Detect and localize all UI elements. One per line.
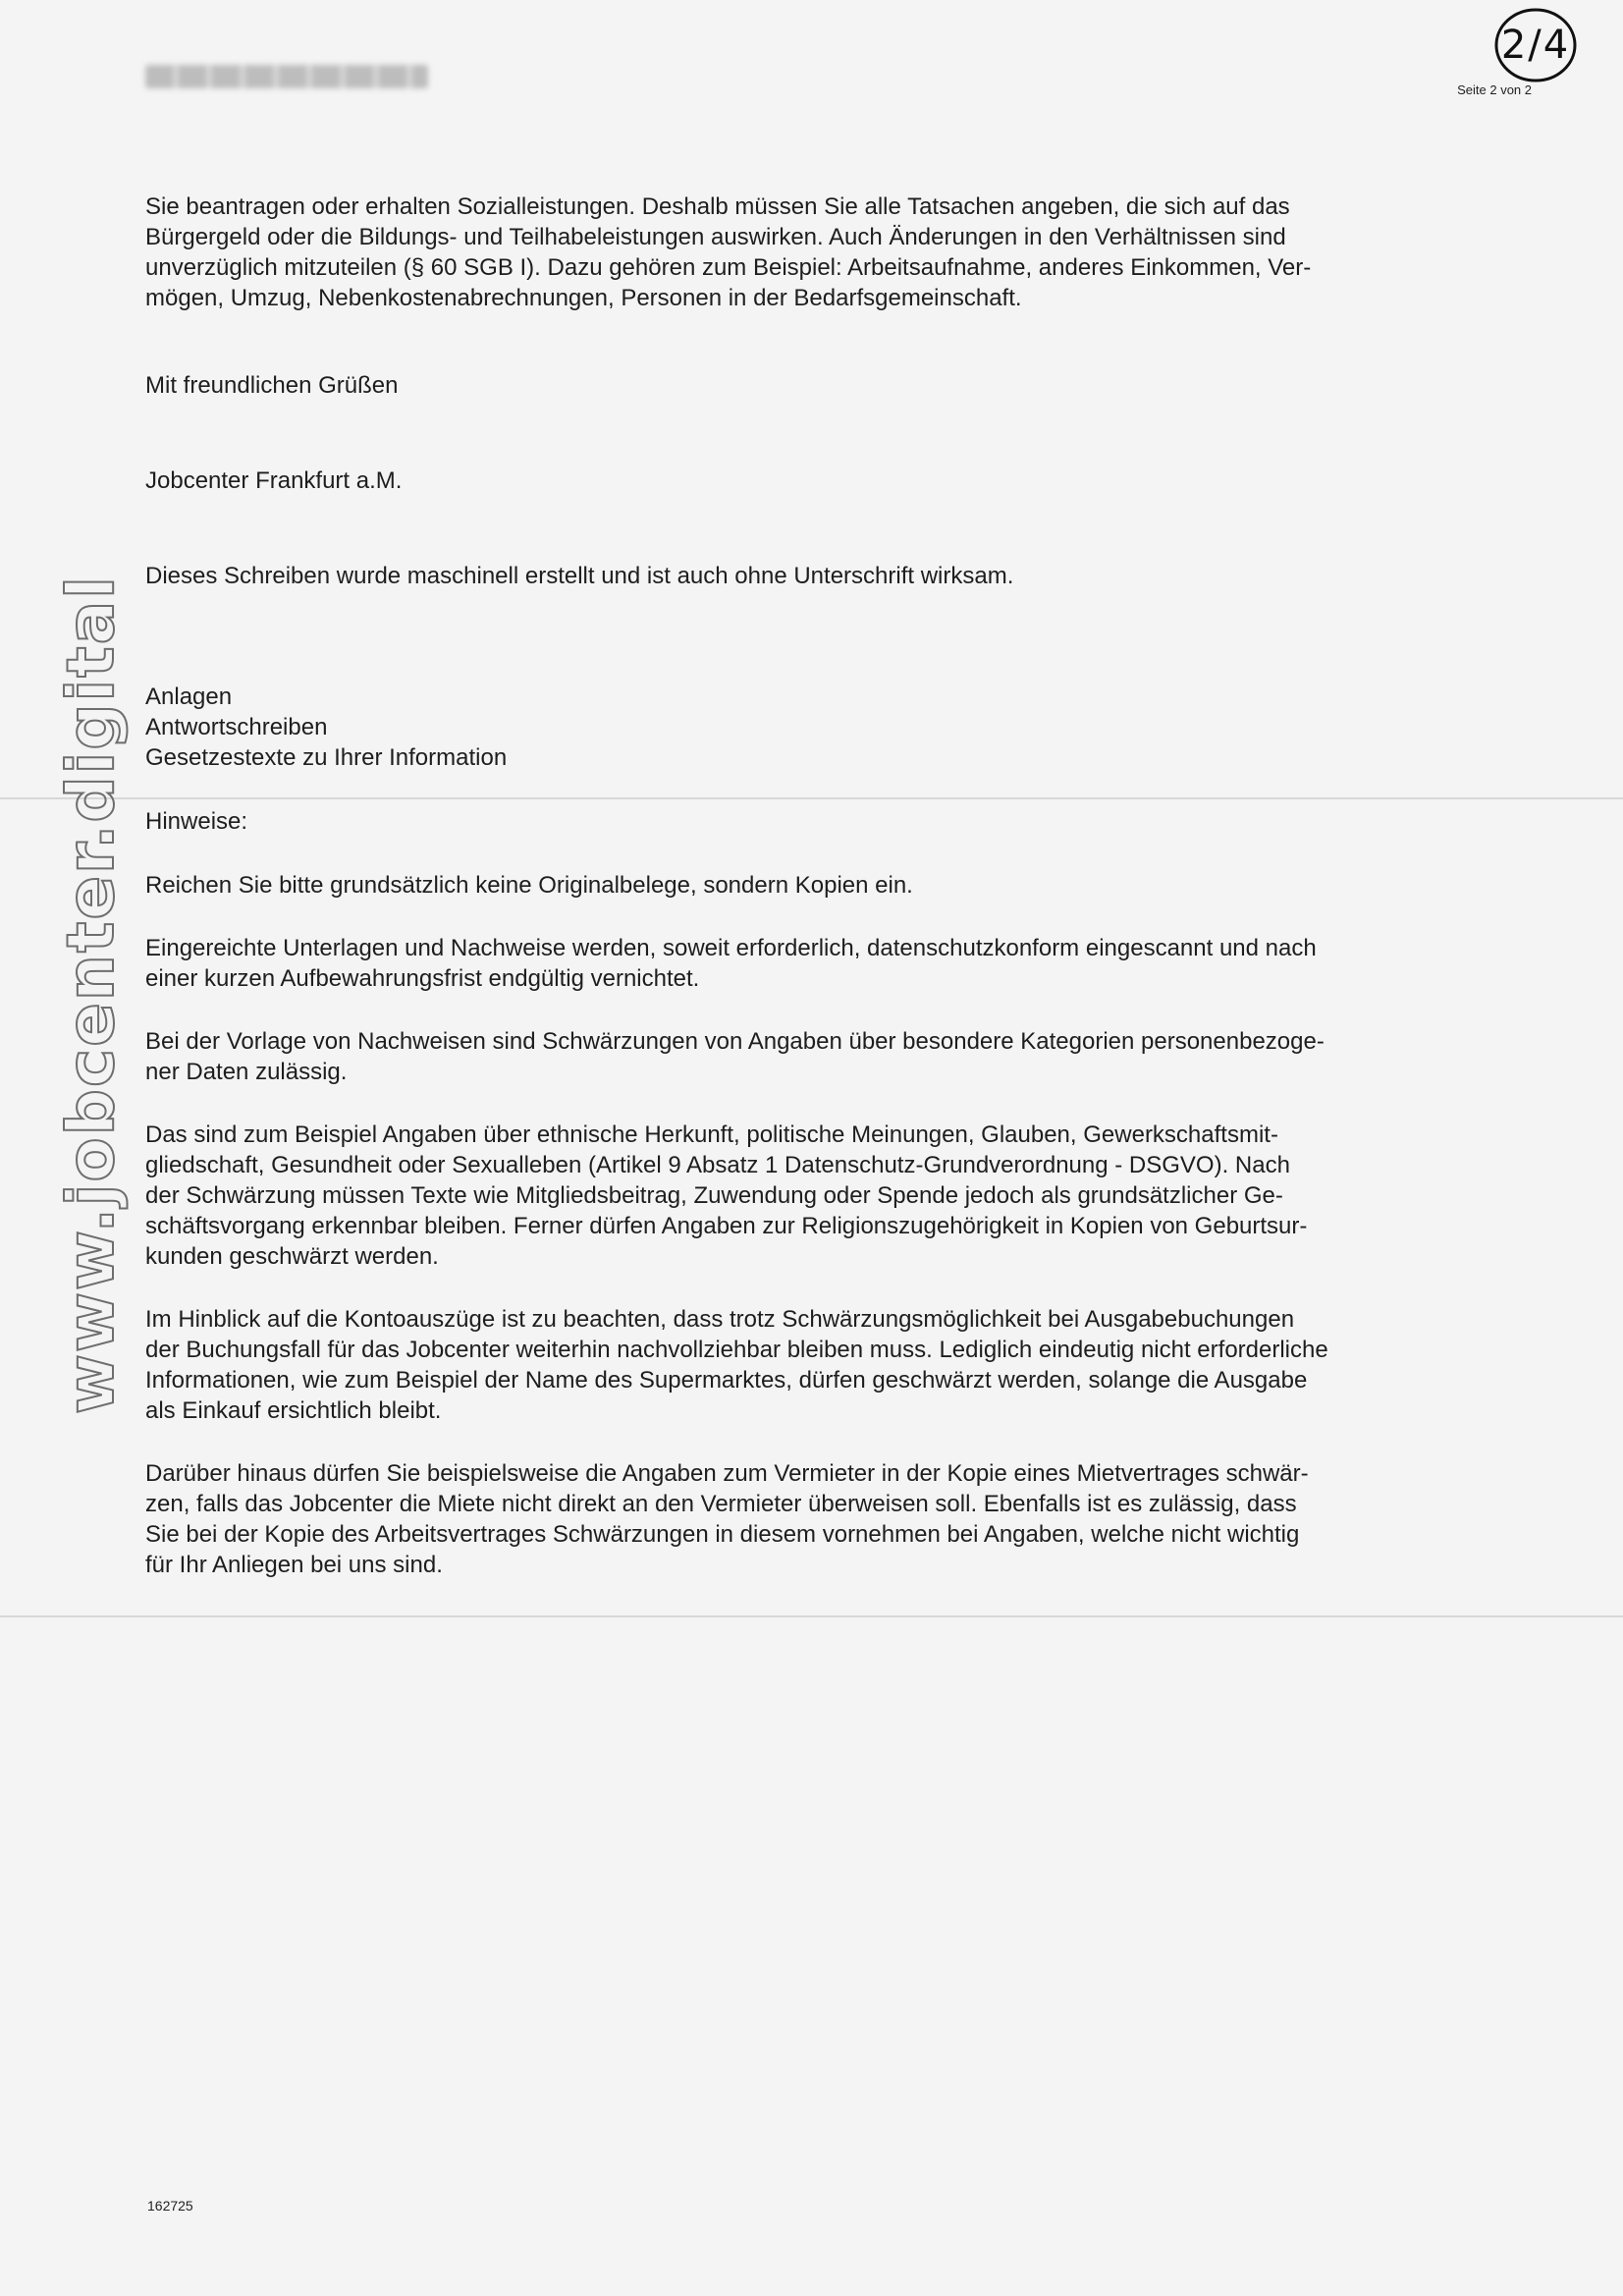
text-line: für Ihr Anliegen bei uns sind. bbox=[145, 1552, 443, 1578]
handwritten-page-stamp bbox=[1492, 4, 1579, 86]
text-line: einer kurzen Aufbewahrungsfrist endgültig vernichtet. bbox=[145, 965, 700, 992]
hint-paragraph bbox=[145, 870, 1530, 901]
greeting: Mit freundlichen Grüßen bbox=[145, 372, 399, 399]
attachments bbox=[145, 682, 1530, 773]
intro-paragraph bbox=[145, 191, 1530, 313]
text-line: mögen, Umzug, Nebenkostenabrechnungen, Personen in der Bedarfsgemeinschaft. bbox=[145, 285, 1022, 311]
text-line: als Einkauf ersichtlich bleibt. bbox=[145, 1397, 442, 1424]
machine-notice: Dieses Schreiben wurde maschinell erstellt und ist auch ohne Unterschrift wirksam. bbox=[145, 563, 1014, 589]
hints-heading: Hinweise: bbox=[145, 808, 248, 835]
text-line: Im Hinblick auf die Kontoauszüge ist zu beachten, dass trotz Schwärzungsmöglichkeit bei Ausgabebuchungen bbox=[145, 1306, 1295, 1333]
hint-paragraph bbox=[145, 1120, 1530, 1272]
text-line: der Schwärzung müssen Texte wie Mitgliedsbeitrag, Zuwendung oder Spende jedoch als grundsätzlicher Ge- bbox=[145, 1182, 1283, 1209]
text-line: unverzüglich mitzuteilen (§ 60 SGB I). Dazu gehören zum Beispiel: Arbeitsaufnahme, anderes Einkommen, Ver- bbox=[145, 254, 1312, 281]
text-line: gliedschaft, Gesundheit oder Sexualleben (Artikel 9 Absatz 1 Datenschutz-Grundverordnung - DSGVO). Nach bbox=[145, 1152, 1290, 1178]
text-line: Eingereichte Unterlagen und Nachweise werden, soweit erforderlich, datenschutzkonform eingescannt und nach bbox=[145, 935, 1317, 961]
paper-fold bbox=[0, 1615, 1623, 1617]
text-line: Bürgergeld oder die Bildungs- und Teilhabeleistungen auswirken. Auch Änderungen in den Verhältnissen sind bbox=[145, 224, 1286, 250]
redacted-header bbox=[145, 65, 428, 88]
reference-number: 162725 bbox=[147, 2198, 193, 2214]
text-line: Bei der Vorlage von Nachweisen sind Schwärzungen von Angaben über besondere Kategorien personenbezoge- bbox=[145, 1028, 1325, 1055]
text-line: kunden geschwärzt werden. bbox=[145, 1243, 439, 1270]
text-line: schäftsvorgang erkennbar bleiben. Ferner dürfen Angaben zur Religionszugehörigkeit in Kopien von Geburtsur- bbox=[145, 1213, 1308, 1239]
text-line: ner Daten zulässig. bbox=[145, 1059, 348, 1085]
hint-paragraph bbox=[145, 1458, 1530, 1580]
text-line: Sie bei der Kopie des Arbeitsvertrages Schwärzungen in diesem vornehmen bei Angaben, welche nicht wichtig bbox=[145, 1521, 1300, 1548]
text-line: Informationen, wie zum Beispiel der Name des Supermarktes, dürfen geschwärzt werden, solange die Ausgabe bbox=[145, 1367, 1308, 1394]
text-line: Darüber hinaus dürfen Sie beispielsweise die Angaben zum Vermieter in der Kopie eines Mietvertrages schwär- bbox=[145, 1460, 1309, 1487]
hint-paragraph bbox=[145, 1304, 1530, 1426]
page-indicator: Seite 2 von 2 bbox=[1457, 82, 1532, 97]
stamp-text: 2/4 bbox=[1500, 23, 1571, 68]
text-line: zen, falls das Jobcenter die Miete nicht direkt an den Vermieter überweisen soll. Ebenfalls ist es zulässig, dass bbox=[145, 1491, 1297, 1517]
hint-paragraph bbox=[145, 933, 1530, 994]
text-line: Das sind zum Beispiel Angaben über ethnische Herkunft, politische Meinungen, Glauben, Gewerkschaftsmit- bbox=[145, 1121, 1278, 1148]
letter-body bbox=[145, 191, 1530, 1580]
text-line: Sie beantragen oder erhalten Sozialleistungen. Deshalb müssen Sie alle Tatsachen angeben, die sich auf das bbox=[145, 193, 1290, 220]
hint-paragraph bbox=[145, 1026, 1530, 1087]
attachment-item: Antwortschreiben bbox=[145, 714, 328, 740]
attachments-heading: Anlagen bbox=[145, 683, 233, 710]
sender-name: Jobcenter Frankfurt a.M. bbox=[145, 467, 403, 494]
attachment-item: Gesetzestexte zu Ihrer Information bbox=[145, 744, 508, 771]
text-line: Reichen Sie bitte grundsätzlich keine Originalbelege, sondern Kopien ein. bbox=[145, 872, 913, 899]
watermark: www.jobcenter.digital bbox=[53, 574, 129, 1414]
text-line: der Buchungsfall für das Jobcenter weiterhin nachvollziehbar bleiben muss. Lediglich eindeutig nicht erforderliche bbox=[145, 1337, 1328, 1363]
